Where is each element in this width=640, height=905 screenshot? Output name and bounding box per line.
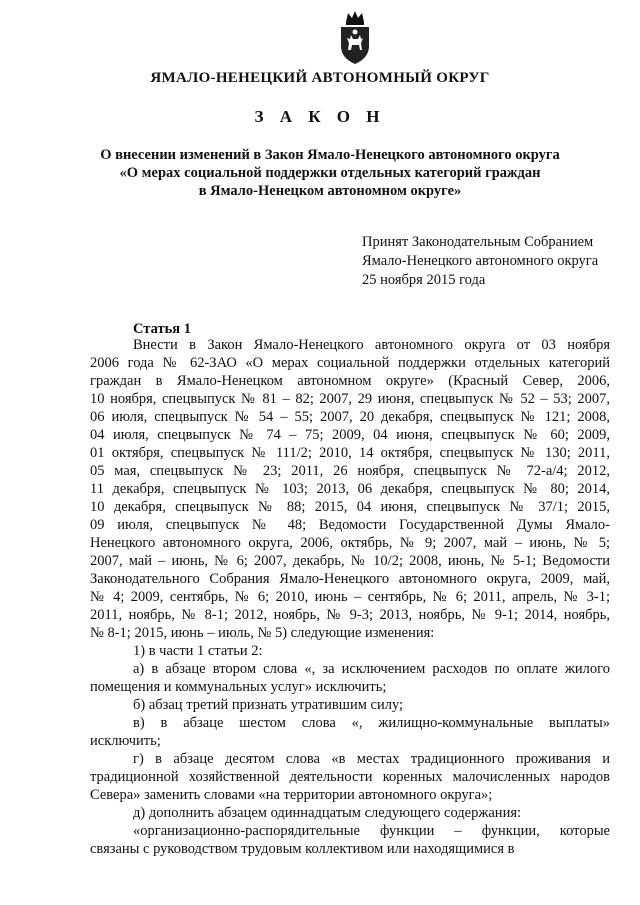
article-body <box>90 336 610 858</box>
article-line: 04 июля, спецвыпуск № 74 – 75; 2009, 04 июня, спецвыпуск № 60; 2009, <box>90 427 610 443</box>
article-line: граждан в Ямало-Ненецком автономном округе» (Красный Север, 2006, <box>90 373 610 389</box>
article-line: № 8-1; 2015, июнь – июль, № 5) следующие изменения: <box>90 625 435 641</box>
article-line: 1) в части 1 статьи 2: <box>133 643 263 659</box>
law-title-line: О внесении изменений в Закон Ямало-Ненецкого автономного округа <box>100 147 560 163</box>
adoption-note <box>362 233 622 290</box>
article-line: 2007, май – июнь, № 6; 2007, декабрь, № 10/2; 2008, июнь, № 5-1; Ведомости <box>90 553 610 569</box>
region-title: ЯМАЛО-НЕНЕЦКИЙ АВТОНОМНЫЙ ОКРУГ <box>150 70 490 86</box>
law-title-line: «О мерах социальной поддержки отдельных категорий граждан <box>119 165 541 181</box>
document-type-heading: З А К О Н <box>254 107 386 126</box>
article-line: традиционной хозяйственной деятельности коренных малочисленных народов <box>90 769 610 785</box>
article-line: 05 мая, спецвыпуск № 23; 2011, 26 ноября, спецвыпуск № 72-а/4; 2012, <box>90 463 610 479</box>
article-line: исключить; <box>90 733 161 749</box>
article-paragraph <box>90 750 610 804</box>
article-line: Севера» заменить словами «на территории автономного округа»; <box>90 787 493 803</box>
article-line: 09 июля, спецвыпуск № 48; Ведомости Государственной Думы Ямало- <box>90 517 610 533</box>
article-line: 2011, ноябрь, № 8-1; 2012, ноябрь, № 9-3; 2013, ноябрь, № 9-1; 2014, ноябрь, <box>90 607 610 623</box>
law-title-line: в Ямало-Ненецком автономном округе» <box>198 183 462 199</box>
article-line: а) в абзаце втором слова «, за исключением расходов по оплате жилого <box>133 661 610 677</box>
article-line: Ненецкого автономного округа, 2006, октябрь, № 9; 2007, май – июнь, № 5; <box>90 535 610 551</box>
article-paragraph <box>90 696 610 714</box>
adoption-note-line: Ямало-Ненецкого автономного округа <box>362 253 599 269</box>
article-paragraph <box>90 660 610 696</box>
article-paragraph <box>90 336 610 642</box>
article-line: г) в абзаце десятом слова «в местах традиционного проживания и <box>133 751 610 767</box>
article-line: д) дополнить абзацем одиннадцатым следующего содержания: <box>133 805 522 821</box>
article-line: 10 декабря, спецвыпуск № 88; 2015, 04 июня, спецвыпуск № 37/1; 2015, <box>90 499 610 515</box>
article-paragraph <box>90 714 610 750</box>
article-line: № 4; 2009, сентябрь, № 6; 2010, июнь – сентябрь, № 6; 2011, апрель, № 3-1; <box>90 589 610 605</box>
article-line: 01 октября, спецвыпуск № 111/2; 2010, 14 октября, спецвыпуск № 130; 2011, <box>90 445 610 461</box>
article-line: б) абзац третий признать утратившим силу; <box>133 697 404 713</box>
article-paragraph <box>90 822 610 858</box>
article-line: связаны с руководством трудовым коллективом или находящимися в <box>90 841 515 857</box>
article-line: 11 декабря, спецвыпуск № 103; 2013, 06 декабря, спецвыпуск № 80; 2014, <box>90 481 610 497</box>
adoption-note-line: Принят Законодательным Собранием <box>362 234 594 250</box>
article-paragraph <box>90 642 610 660</box>
article-line: в) в абзаце шестом слова «, жилищно-коммунальные выплаты» <box>133 715 610 731</box>
coat-of-arms-emblem-icon <box>334 8 376 66</box>
article-line: помещения и коммунальных услуг» исключить; <box>90 679 387 695</box>
article-line: 06 июля, спецвыпуск № 54 – 55; 2007, 20 декабря, спецвыпуск № 121; 2008, <box>90 409 610 425</box>
article-heading: Статья 1 <box>133 321 191 337</box>
article-paragraph <box>90 804 610 822</box>
article-line: Законодательного Собрания Ямало-Ненецкого автономного округа, 2009, май, <box>90 571 610 587</box>
adoption-note-date: 25 ноября 2015 года <box>362 272 486 288</box>
law-title <box>90 146 570 200</box>
article-line: Внести в Закон Ямало-Ненецкого автономного округа от 03 ноября <box>133 337 610 353</box>
article-line: «организационно-распорядительные функции – функции, которые <box>133 823 610 839</box>
article-line: 10 ноября, спецвыпуск № 81 – 82; 2007, 29 июня, спецвыпуск № 52 – 53; 2007, <box>90 391 610 407</box>
article-line: 2006 года № 62-ЗАО «О мерах социальной поддержки отдельных категорий <box>90 355 610 371</box>
